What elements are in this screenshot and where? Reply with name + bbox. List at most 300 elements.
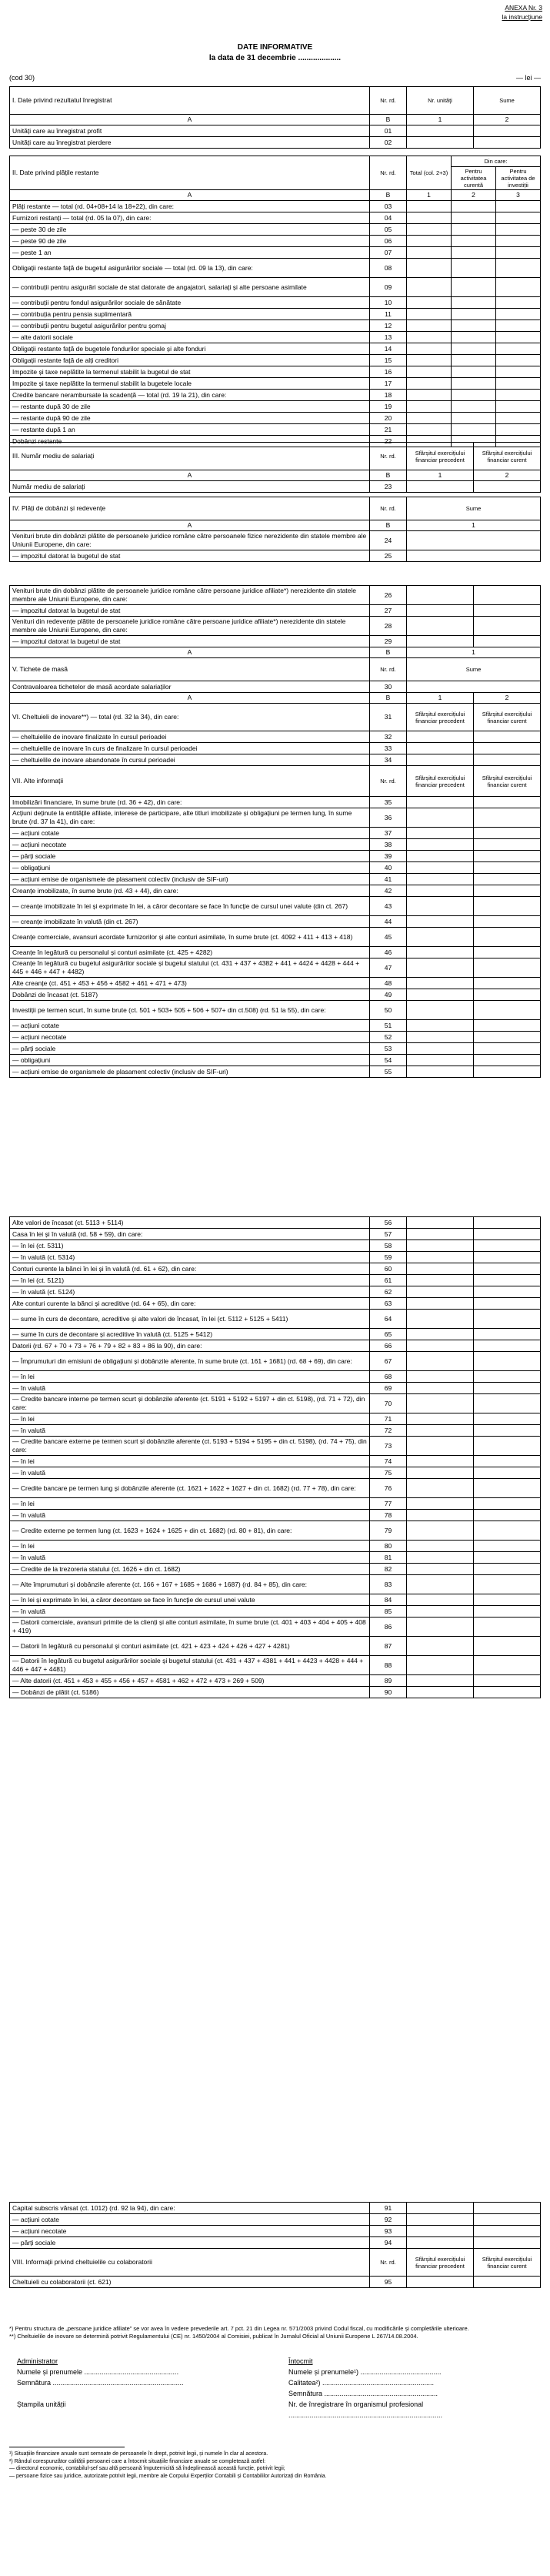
value-cell[interactable] [474, 1340, 541, 1352]
row-label: — acțiuni cotate [10, 2214, 370, 2226]
value-cell[interactable] [407, 1594, 474, 1606]
value-cell[interactable] [407, 1413, 474, 1425]
value-cell[interactable] [407, 2237, 474, 2249]
value-cell[interactable] [407, 1541, 474, 1552]
section-3-title: III. Număr mediu de salariați [10, 443, 370, 470]
value-cell[interactable] [407, 1329, 474, 1340]
value-cell[interactable] [474, 754, 541, 766]
value-cell[interactable] [474, 1656, 541, 1675]
row-number: 32 [370, 731, 407, 743]
value-cell[interactable] [474, 1564, 541, 1575]
value-cell[interactable] [474, 828, 541, 839]
row-label: Investiții pe termen scurt, în sume brute (ct. 501 + 503+ 505 + 506 + 507+ din ct.508) (rd. 51 la 55), din care: [10, 1001, 370, 1020]
notes [9, 2325, 540, 2340]
row-label: Dobânzi restante [10, 436, 370, 447]
signature-intocmit [288, 2356, 542, 2420]
value-cell[interactable] [474, 617, 541, 636]
value-cell[interactable] [407, 247, 452, 259]
col-prev-year: Sfârșitul exercițiului financiar precedent [407, 2249, 474, 2277]
row-number: 31 [370, 704, 407, 731]
value-cell[interactable] [407, 1394, 474, 1413]
ab-cell: B [370, 693, 407, 704]
value-cell[interactable] [474, 1521, 541, 1541]
sig-line[interactable]: ................................................................................ [288, 2411, 443, 2419]
value-cell[interactable] [474, 2203, 541, 2214]
value-cell[interactable] [407, 743, 474, 754]
value-cell[interactable] [474, 2226, 541, 2237]
value-cell[interactable] [474, 885, 541, 897]
row-label: — sume în curs de decontare și acreditive în valută (ct. 5125 + 5412) [10, 1329, 370, 1340]
value-cell[interactable] [474, 1275, 541, 1286]
value-cell[interactable] [474, 743, 541, 754]
row-label: Acțiuni deținute la entitățile afiliate, interese de participare, alte titluri imobilizate și obligațiuni pe termen lung, în sume brute (rd. 37 la 41), din care: [10, 808, 370, 828]
row-label: — acțiuni cotate [10, 1020, 370, 1032]
value-cell[interactable] [407, 851, 474, 862]
row-number: 36 [370, 808, 407, 828]
row-number: 41 [370, 874, 407, 885]
value-cell[interactable] [407, 378, 452, 390]
value-cell[interactable] [474, 636, 541, 647]
value-cell[interactable] [474, 1437, 541, 1456]
value-cell[interactable] [407, 224, 452, 236]
table-row [10, 320, 541, 332]
value-cell[interactable] [407, 1383, 474, 1394]
table-row [10, 1575, 541, 1594]
value-cell[interactable] [407, 424, 452, 436]
value-cell[interactable] [474, 874, 541, 885]
table-row [10, 731, 541, 743]
row-number: 40 [370, 862, 407, 874]
row-label: — Credite de la trezoreria statului (ct. 1626 + din ct. 1682) [10, 1564, 370, 1575]
row-number: 79 [370, 1521, 407, 1541]
value-cell[interactable] [407, 885, 474, 897]
row-number: 42 [370, 885, 407, 897]
value-cell[interactable] [474, 978, 541, 989]
value-cell[interactable] [407, 1564, 474, 1575]
value-cell[interactable] [407, 1240, 474, 1252]
value-cell[interactable] [407, 1456, 474, 1467]
value-cell[interactable] [496, 201, 541, 212]
value-cell[interactable] [407, 531, 541, 550]
row-number: 09 [370, 278, 407, 297]
value-cell[interactable] [474, 1479, 541, 1498]
row-label: — în lei [10, 1498, 370, 1510]
value-cell[interactable] [407, 928, 474, 947]
value-cell[interactable] [407, 2214, 474, 2226]
value-cell[interactable] [474, 989, 541, 1001]
value-cell[interactable] [407, 1032, 474, 1043]
value-cell[interactable] [474, 1510, 541, 1521]
value-cell[interactable] [496, 390, 541, 401]
value-cell[interactable] [407, 916, 474, 928]
value-cell[interactable] [407, 332, 452, 343]
table-row [10, 897, 541, 916]
value-cell[interactable] [407, 1263, 474, 1275]
value-cell[interactable] [474, 1055, 541, 1066]
row-label: Impozite și taxe neplătite la termenul stabilit la bugetul de stat [10, 366, 370, 378]
value-cell[interactable] [474, 947, 541, 958]
value-cell[interactable] [407, 320, 452, 332]
value-cell[interactable] [474, 1594, 541, 1606]
col-nr-rd: Nr. rd. [370, 766, 407, 797]
value-cell[interactable] [407, 617, 474, 636]
value-cell[interactable] [496, 343, 541, 355]
row-label: Furnizori restanți — total (rd. 05 la 07), din care: [10, 212, 370, 224]
value-cell[interactable] [407, 309, 452, 320]
value-cell[interactable] [407, 874, 474, 885]
value-cell[interactable] [407, 1656, 474, 1675]
value-cell[interactable] [474, 1240, 541, 1252]
value-cell[interactable] [474, 1498, 541, 1510]
value-cell[interactable] [407, 1055, 474, 1066]
value-cell[interactable] [407, 201, 452, 212]
section-7-title: VII. Alte informații [10, 766, 370, 797]
row-label: — creanțe imobilizate în valută (din ct. 267) [10, 916, 370, 928]
table-row [10, 1413, 541, 1425]
row-number: 11 [370, 309, 407, 320]
value-cell[interactable] [407, 1425, 474, 1437]
value-cell[interactable] [474, 1217, 541, 1229]
row-label: Alte creanțe (ct. 451 + 453 + 456 + 4582 + 461 + 471 + 473) [10, 978, 370, 989]
value-cell[interactable] [474, 958, 541, 978]
row-label: Plăți restante — total (rd. 04+08+14 la 18+22), din care: [10, 201, 370, 212]
value-cell[interactable] [496, 413, 541, 424]
value-cell[interactable] [474, 1394, 541, 1413]
value-cell[interactable] [496, 401, 541, 413]
value-cell[interactable] [407, 1437, 474, 1456]
row-number: 86 [370, 1618, 407, 1637]
value-cell[interactable] [474, 928, 541, 947]
value-cell[interactable] [474, 1286, 541, 1298]
value-cell[interactable] [407, 862, 474, 874]
value-cell[interactable] [474, 1329, 541, 1340]
value-cell[interactable] [452, 424, 496, 436]
row-number: 50 [370, 1001, 407, 1020]
value-cell[interactable] [496, 236, 541, 247]
value-cell[interactable] [496, 259, 541, 278]
table-row [10, 2277, 541, 2288]
table-row [10, 1310, 541, 1329]
value-cell[interactable] [474, 916, 541, 928]
value-cell[interactable] [474, 1352, 541, 1371]
row-number: 08 [370, 259, 407, 278]
table-row [10, 1467, 541, 1479]
row-label: — peste 90 de zile [10, 236, 370, 247]
value-cell[interactable] [496, 278, 541, 297]
value-cell[interactable] [407, 1675, 474, 1687]
value-cell[interactable] [452, 236, 496, 247]
table-row [10, 1564, 541, 1575]
value-cell[interactable] [407, 1066, 474, 1078]
value-cell[interactable] [407, 1606, 474, 1618]
value-cell[interactable] [407, 958, 474, 978]
row-number: 37 [370, 828, 407, 839]
row-label: Creanțe imobilizate, în sume brute (rd. 43 + 44), din care: [10, 885, 370, 897]
value-cell[interactable] [407, 366, 452, 378]
row-number: 02 [370, 137, 407, 149]
value-cell[interactable] [474, 1637, 541, 1656]
value-cell[interactable] [496, 355, 541, 366]
value-cell[interactable] [474, 1456, 541, 1467]
value-cell[interactable] [407, 1252, 474, 1263]
value-cell[interactable] [407, 1286, 474, 1298]
value-cell[interactable] [407, 125, 474, 137]
value-cell[interactable] [474, 1043, 541, 1055]
value-cell[interactable] [474, 1541, 541, 1552]
table-row [10, 378, 541, 390]
value-cell[interactable] [474, 839, 541, 851]
value-cell[interactable] [407, 236, 452, 247]
ab-cell: 2 [474, 115, 541, 125]
value-cell[interactable] [407, 828, 474, 839]
value-cell[interactable] [474, 1618, 541, 1637]
value-cell[interactable] [474, 1298, 541, 1310]
value-cell[interactable] [496, 309, 541, 320]
value-cell[interactable] [407, 355, 452, 366]
value-cell[interactable] [474, 731, 541, 743]
value-cell[interactable] [407, 989, 474, 1001]
value-cell[interactable] [407, 754, 474, 766]
value-cell[interactable] [496, 332, 541, 343]
value-cell[interactable] [496, 424, 541, 436]
value-cell[interactable] [407, 1020, 474, 1032]
sig-line[interactable]: Numele și prenumele¹) .......................................... [288, 2368, 442, 2376]
table-row [10, 1229, 541, 1240]
value-cell[interactable] [474, 1001, 541, 1020]
row-number: 73 [370, 1437, 407, 1456]
value-cell[interactable] [407, 605, 474, 617]
value-cell[interactable] [474, 1020, 541, 1032]
row-number: 78 [370, 1510, 407, 1521]
row-number: 94 [370, 2237, 407, 2249]
value-cell[interactable] [407, 1552, 474, 1564]
table-row [10, 481, 541, 493]
value-cell[interactable] [407, 808, 474, 828]
row-label: Creanțe comerciale, avansuri acordate furnizorilor și alte conturi asimilate, în sume brute (ct. 4092 + 411 + 413 + 418) [10, 928, 370, 947]
table-row [10, 605, 541, 617]
row-number: 26 [370, 586, 407, 605]
value-cell[interactable] [407, 797, 474, 808]
value-cell[interactable] [407, 297, 452, 309]
col-prev-year: Sfârșitul exercițiului financiar precedent [407, 443, 474, 470]
value-cell[interactable] [474, 1552, 541, 1564]
row-label: — Alte datorii (ct. 451 + 453 + 455 + 456 + 457 + 4581 + 462 + 472 + 473 + 269 + 509) [10, 1675, 370, 1687]
value-cell[interactable] [474, 862, 541, 874]
table-row [10, 885, 541, 897]
row-number: 33 [370, 743, 407, 754]
value-cell[interactable] [474, 2277, 541, 2288]
value-cell[interactable] [407, 2226, 474, 2237]
value-cell[interactable] [474, 2237, 541, 2249]
value-cell[interactable] [407, 343, 452, 355]
value-cell[interactable] [407, 481, 474, 493]
value-cell[interactable] [407, 1340, 474, 1352]
value-cell[interactable] [474, 1413, 541, 1425]
value-cell[interactable] [407, 1229, 474, 1240]
value-cell[interactable] [452, 332, 496, 343]
value-cell[interactable] [474, 808, 541, 828]
sig-line[interactable]: Semnătura ........................................................... [288, 2390, 438, 2397]
value-cell[interactable] [452, 247, 496, 259]
value-cell[interactable] [452, 390, 496, 401]
value-cell[interactable] [452, 212, 496, 224]
value-cell[interactable] [474, 1066, 541, 1078]
value-cell[interactable] [407, 1575, 474, 1594]
value-cell[interactable] [474, 1675, 541, 1687]
value-cell[interactable] [407, 1217, 474, 1229]
value-cell[interactable] [474, 897, 541, 916]
value-cell[interactable] [407, 2277, 474, 2288]
value-cell[interactable] [496, 320, 541, 332]
value-cell[interactable] [474, 797, 541, 808]
value-cell[interactable] [407, 1637, 474, 1656]
value-cell[interactable] [474, 1606, 541, 1618]
value-cell[interactable] [474, 586, 541, 605]
value-cell[interactable] [452, 224, 496, 236]
row-number: 22 [370, 436, 407, 447]
value-cell[interactable] [474, 1383, 541, 1394]
value-cell[interactable] [474, 851, 541, 862]
value-cell[interactable] [407, 681, 541, 693]
value-cell[interactable] [407, 1371, 474, 1383]
value-cell[interactable] [407, 390, 452, 401]
value-cell[interactable] [407, 2203, 474, 2214]
table-row [10, 366, 541, 378]
value-cell[interactable] [407, 1687, 474, 1698]
row-number: 93 [370, 2226, 407, 2237]
value-cell[interactable] [407, 1479, 474, 1498]
signature-administrator [17, 2356, 271, 2410]
value-cell[interactable] [407, 1618, 474, 1637]
row-number: 75 [370, 1467, 407, 1479]
table-row [10, 1618, 541, 1637]
row-label: Datorii (rd. 67 + 70 + 73 + 76 + 79 + 82 + 83 + 86 la 90), din care: [10, 1340, 370, 1352]
value-cell[interactable] [474, 1425, 541, 1437]
value-cell[interactable] [407, 1467, 474, 1479]
row-number: 88 [370, 1656, 407, 1675]
row-label: — în valută [10, 1425, 370, 1437]
value-cell[interactable] [496, 366, 541, 378]
value-cell[interactable] [452, 343, 496, 355]
value-cell[interactable] [474, 1310, 541, 1329]
row-number: 65 [370, 1329, 407, 1340]
value-cell[interactable] [407, 1001, 474, 1020]
value-cell[interactable] [474, 1252, 541, 1263]
row-number: 54 [370, 1055, 407, 1066]
value-cell[interactable] [452, 378, 496, 390]
table-row [10, 947, 541, 958]
value-cell[interactable] [407, 137, 474, 149]
table-row [10, 874, 541, 885]
value-cell[interactable] [452, 259, 496, 278]
col-prev-year: Sfârșitul exercițiului financiar precedent [407, 766, 474, 797]
value-cell[interactable] [452, 366, 496, 378]
sig-line[interactable]: Numele și prenumele ................................................. [17, 2368, 179, 2376]
value-cell[interactable] [407, 1298, 474, 1310]
value-cell[interactable] [496, 378, 541, 390]
value-cell[interactable] [474, 2214, 541, 2226]
table-row [10, 247, 541, 259]
value-cell[interactable] [452, 355, 496, 366]
value-cell[interactable] [407, 401, 452, 413]
value-cell[interactable] [496, 212, 541, 224]
value-cell[interactable] [474, 125, 541, 137]
value-cell[interactable] [452, 297, 496, 309]
sig-line[interactable]: Semnătura .................................................................... [17, 2379, 184, 2387]
sig-line[interactable]: Calitatea²) .......................................................... [288, 2379, 435, 2387]
value-cell[interactable] [407, 1498, 474, 1510]
table-row [10, 1425, 541, 1437]
value-cell[interactable] [407, 586, 474, 605]
row-label: — părți sociale [10, 1043, 370, 1055]
value-cell[interactable] [474, 1263, 541, 1275]
row-label: Cheltuieli cu colaboratorii (ct. 621) [10, 2277, 370, 2288]
value-cell[interactable] [452, 309, 496, 320]
table-row [10, 1541, 541, 1552]
col-curr-year: Sfârșitul exercițiului financiar curent [474, 766, 541, 797]
value-cell[interactable] [407, 1510, 474, 1521]
row-label: Credite bancare nerambursate la scadență — total (rd. 19 la 21), din care: [10, 390, 370, 401]
value-cell[interactable] [474, 1575, 541, 1594]
value-cell[interactable] [474, 605, 541, 617]
value-cell[interactable] [407, 947, 474, 958]
value-cell[interactable] [407, 1043, 474, 1055]
table-section-7-cont [9, 1216, 541, 1698]
value-cell[interactable] [407, 278, 452, 297]
value-cell[interactable] [496, 224, 541, 236]
value-cell[interactable] [407, 259, 452, 278]
value-cell[interactable] [407, 731, 474, 743]
value-cell[interactable] [474, 1032, 541, 1043]
value-cell[interactable] [407, 413, 452, 424]
value-cell[interactable] [452, 401, 496, 413]
value-cell[interactable] [452, 320, 496, 332]
value-cell[interactable] [452, 201, 496, 212]
value-cell[interactable] [407, 636, 474, 647]
footnotes [9, 2451, 540, 2480]
row-label: — în valută [10, 1552, 370, 1564]
row-number: 51 [370, 1020, 407, 1032]
value-cell[interactable] [474, 137, 541, 149]
value-cell[interactable] [474, 1371, 541, 1383]
value-cell[interactable] [407, 897, 474, 916]
row-number: 29 [370, 636, 407, 647]
row-label: Conturi curente la bănci în lei și în valută (rd. 61 + 62), din care: [10, 1263, 370, 1275]
value-cell[interactable] [407, 1275, 474, 1286]
row-number: 14 [370, 343, 407, 355]
row-number: 92 [370, 2214, 407, 2226]
value-cell[interactable] [452, 413, 496, 424]
value-cell[interactable] [407, 978, 474, 989]
value-cell[interactable] [452, 278, 496, 297]
table-row [10, 137, 541, 149]
value-cell[interactable] [407, 1521, 474, 1541]
row-label: — Datorii în legătură cu personalul și conturi asimilate (ct. 421 + 423 + 424 + 426 + 427 + 4281) [10, 1637, 370, 1656]
value-cell[interactable] [474, 1229, 541, 1240]
value-cell[interactable] [474, 1467, 541, 1479]
value-cell[interactable] [474, 1687, 541, 1698]
value-cell[interactable] [407, 1310, 474, 1329]
value-cell[interactable] [474, 481, 541, 493]
value-cell[interactable] [407, 212, 452, 224]
value-cell[interactable] [496, 247, 541, 259]
value-cell[interactable] [407, 1352, 474, 1371]
table-row [10, 1637, 541, 1656]
value-cell[interactable] [496, 297, 541, 309]
table-row [10, 531, 541, 550]
value-cell[interactable] [407, 839, 474, 851]
value-cell[interactable] [407, 550, 541, 562]
